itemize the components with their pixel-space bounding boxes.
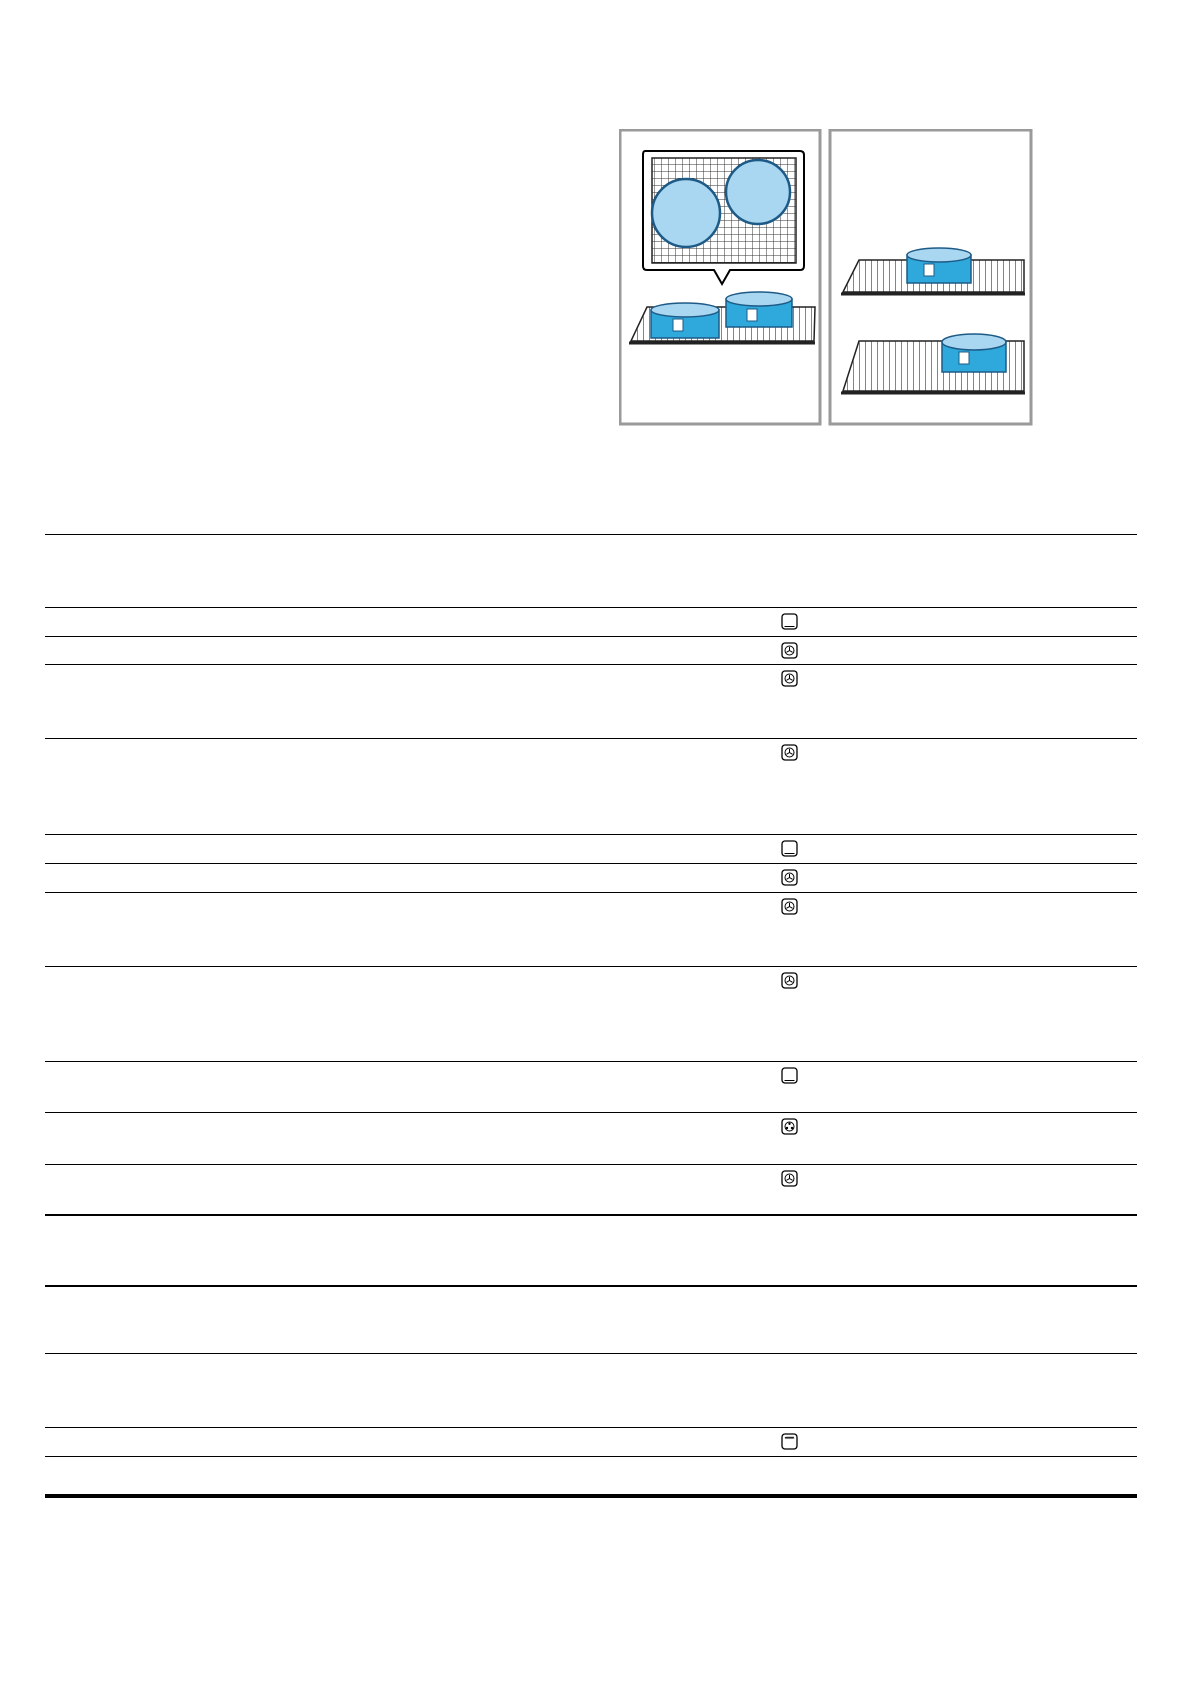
springform-tin-right	[726, 292, 792, 327]
table-row	[45, 665, 1137, 739]
top-bottom-heating-icon	[781, 613, 798, 630]
hot-air-icon	[781, 642, 798, 659]
table-row	[45, 893, 1137, 967]
hot-air-icon	[781, 869, 798, 886]
table-row	[45, 637, 1137, 665]
table-row	[45, 835, 1137, 864]
hot-air-icon	[781, 744, 798, 761]
table-row	[45, 1113, 1137, 1165]
baking-tins-figure	[619, 129, 1033, 429]
table-row	[45, 1428, 1137, 1457]
springform-tin-left	[651, 303, 719, 338]
table-row	[45, 1354, 1137, 1428]
table-row	[45, 1216, 1137, 1287]
hot-air-icon	[781, 1170, 798, 1187]
table-row	[45, 739, 1137, 835]
springform-tin-upper	[907, 248, 971, 283]
table-row	[45, 967, 1137, 1062]
hot-air-icon	[781, 898, 798, 915]
table-row	[45, 1062, 1137, 1113]
springform-tin-lower	[942, 334, 1006, 372]
grill-icon	[781, 1433, 798, 1450]
hot-air-icon	[781, 972, 798, 989]
table-row	[45, 608, 1137, 637]
table-row	[45, 1165, 1137, 1216]
top-bottom-heating-icon	[781, 840, 798, 857]
table-bottom-rule	[45, 1494, 1137, 1498]
table-header-row	[45, 535, 1137, 608]
hot-air-icon	[781, 670, 798, 687]
baking-tins-illustration	[619, 129, 1033, 429]
tin-top-view-right	[726, 160, 790, 224]
baking-settings-table	[45, 534, 1137, 1498]
table-row	[45, 864, 1137, 893]
tin-top-view-left	[652, 179, 720, 247]
table-row	[45, 1287, 1137, 1354]
3d-hot-air-icon	[781, 1118, 798, 1135]
top-bottom-heating-icon	[781, 1067, 798, 1084]
